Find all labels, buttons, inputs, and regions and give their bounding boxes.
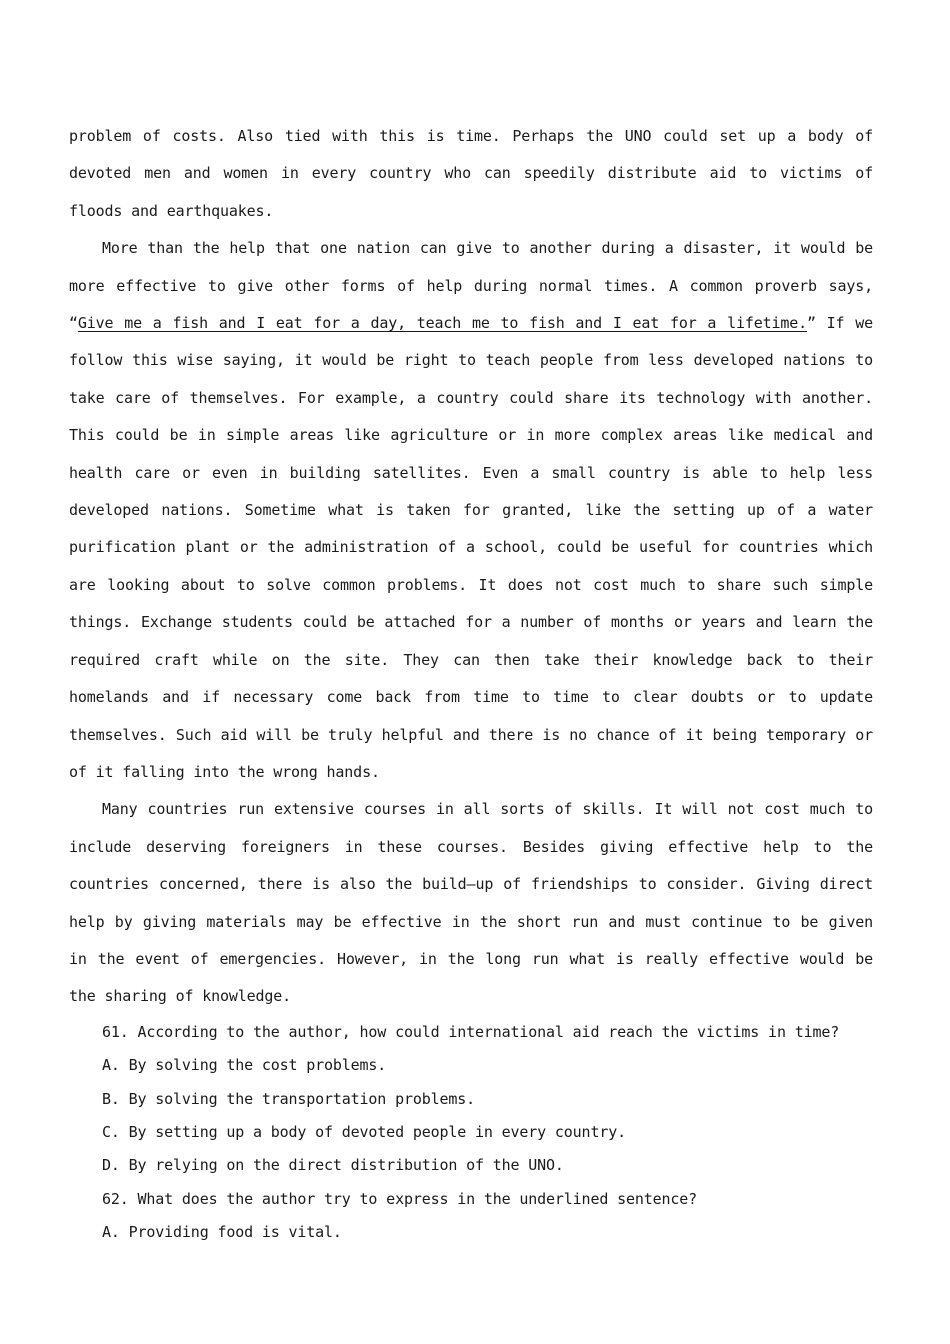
- paragraph-2: [69, 230, 873, 791]
- question-stem: 62. What does the author try to express in the underlined sentence?: [102, 1189, 698, 1208]
- paragraph-2-rest: ” If we follow this wise saying, it would be right to teach people from less developed nations to take care of themselves. For example, a country could share its technology with another. This could be in simple areas like agriculture or in more complex areas like medical and health care or even in building satellites. Even a small country is able to help less developed nations. Sometime what is taken for granted, like the setting up of a water purification plant or the administration of a school, could be useful for countries which are looking about to solve common problems. It does not cost much to share such simple things. Exchange students could be attached for a number of months or years and learn the required craft while on the site. They can then take their knowledge back to their homelands and if necessary come back from time to time to clear doubts or to update themselves. Such aid will be truly helpful and there is no chance of it being temporary or of it falling into the wrong hands.: [69, 314, 873, 781]
- paragraph-3: Many countries run extensive courses in all sorts of skills. It will not cost much to include deserving foreigners in these courses. Besides giving effective help to the countries concerned, there is also the build—up of friendships to consider. Giving direct help by giving materials may be effective in the short run and must continue to be given in the event of emergencies. However, in the long run what is really effective would be the sharing of knowledge.: [69, 800, 873, 1006]
- option-d: D. By relying on the direct distribution of the UNO.: [102, 1156, 564, 1175]
- paragraph-2-lead: More than the help that one nation can give to another during a disaster, it would be more effective to give other forms of help during normal times. A common proverb says, “: [69, 239, 873, 333]
- option-b: B. By solving the transportation problems.: [102, 1089, 475, 1108]
- option-a: A. By solving the cost problems.: [102, 1056, 387, 1075]
- option-c: C. By setting up a body of devoted people in every country.: [102, 1122, 626, 1141]
- option-a: A. Providing food is vital.: [102, 1223, 342, 1242]
- underlined-proverb: Give me a fish and I eat for a day, teach me to fish and I eat for a lifetime.: [77, 314, 807, 333]
- question-61: [69, 1016, 873, 1183]
- question-stem: 61. According to the author, how could international aid reach the victims in time?: [102, 1022, 840, 1041]
- document-page: [69, 118, 873, 1250]
- paragraph-1: problem of costs. Also tied with this is time. Perhaps the UNO could set up a body of devoted men and women in every country who can speedily distribute aid to victims of floods and earthquakes.: [69, 127, 873, 220]
- question-62: [69, 1183, 873, 1250]
